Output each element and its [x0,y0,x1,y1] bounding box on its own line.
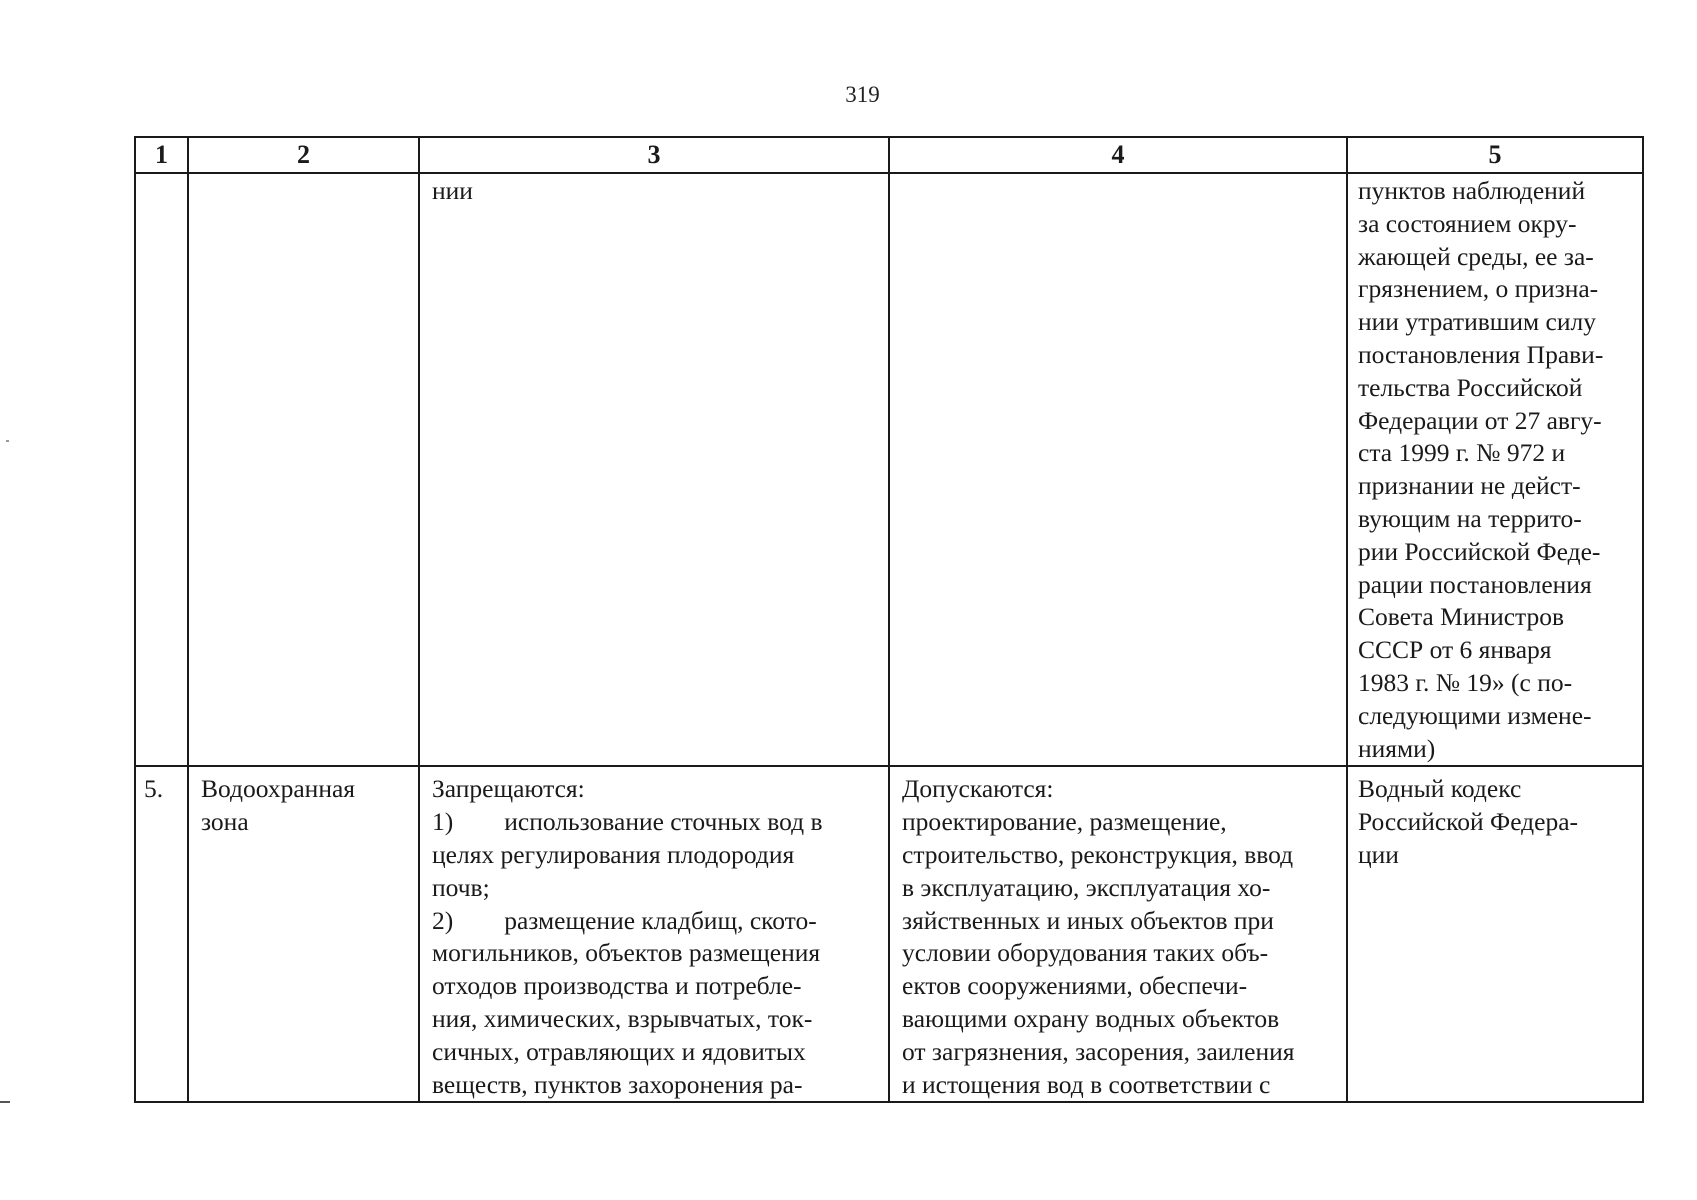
row-number-cell [135,173,188,766]
zone-name-cell [188,173,419,766]
legal-basis-text: Водный кодекс Российской Федера- ции [1358,774,1579,869]
scan-edge-mark [6,440,9,442]
header-col-3: 3 [419,137,889,173]
legal-basis-text: пунктов наблюдений за состоянием окру- жающей среды, ее за- грязнением, о призна- нии утратившим силу постановления Прави- тельства Российской Федерации от 27 авгу- ста 1999 г. № 972 и признании не дейст- вующим на террито- рии Российской Феде- рации постановления Совета Министров СССР от 6 января 1983 г. № 19» (с по- следующими измене- ниями) [1358,176,1604,763]
allowed-cell [889,766,1347,1102]
page-number: 319 [845,82,880,107]
header-col-5: 5 [1347,137,1643,173]
prohibited-cell [419,766,889,1102]
zone-name-cell [188,766,419,1102]
header-col-2: 2 [188,137,419,173]
zones-table [134,136,1644,1103]
allowed-cell [889,173,1347,766]
scan-edge-mark [0,1101,10,1103]
zone-name: Водоохранная зона [201,774,356,837]
header-col-1: 1 [135,137,188,173]
allowed-text [890,174,1346,175]
header-col-4: 4 [889,137,1347,173]
row-number-cell [135,766,188,1102]
header-row [135,137,1643,173]
prohibited-text: Запрещаются: 1) использование сточных вод в целях регулирования плодородия почв; 2) размещение кладбищ, ското- могильников, объектов размещения отходов производства и потребле- ния, химических, взрывчатых, ток- сичных, отравляющих и ядовитых веществ, пунктов захоронения ра- [432,774,823,1099]
table-row [135,173,1643,766]
legal-basis-cell [1347,766,1643,1102]
allowed-text: Допускаются: проектирование, размещение, строительство, реконструкция, ввод в эксплуатацию, эксплуатация хо- зяйственных и иных объектов при условии оборудования таких объ- ектов сооружениями, обеспечи- вающими охрану водных объектов от загрязнения, засорения, заиления и истощения вод в соответствии с [902,774,1295,1099]
zone-name [189,174,418,175]
row-number [136,174,187,180]
prohibited-text: нии [432,176,473,205]
prohibited-cell [419,173,889,766]
table-row [135,766,1643,1102]
legal-basis-cell [1347,173,1643,766]
row-number: 5. [144,774,164,804]
